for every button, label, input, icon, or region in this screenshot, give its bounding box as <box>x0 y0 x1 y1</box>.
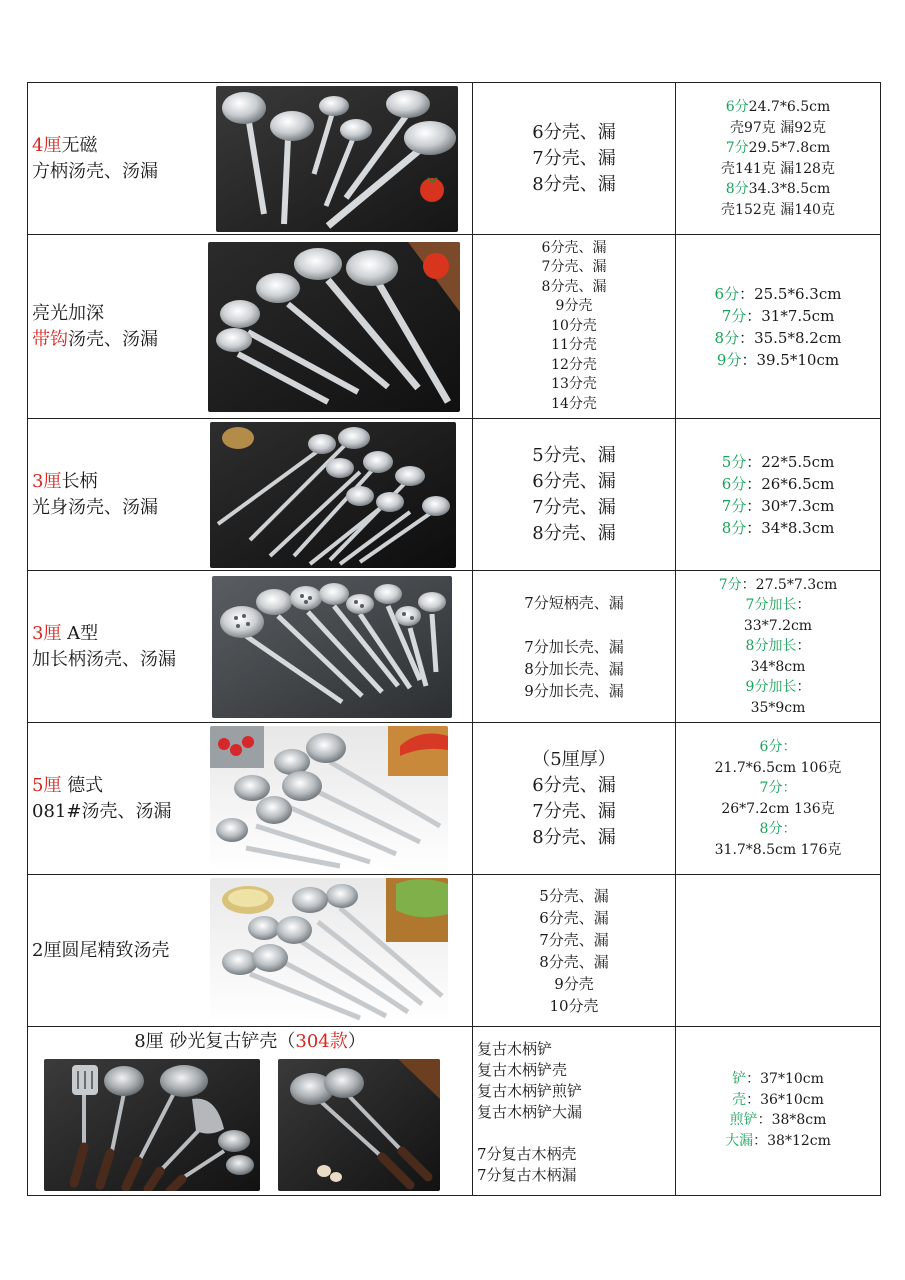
product-photo <box>210 422 456 568</box>
size-option: 10分壳 <box>551 317 597 334</box>
size-option: 9分加长壳、漏 <box>524 681 624 700</box>
product-photo <box>208 242 460 412</box>
size-option: （5厘厚） <box>532 748 616 770</box>
product-photo <box>210 878 448 1024</box>
size-option: 11分壳 <box>551 337 597 354</box>
spec-line: 7分29.5*7.8cm <box>725 140 831 156</box>
spec-line: 8分：34*8.3cm <box>721 518 835 537</box>
spec-line: 8分： <box>759 821 797 837</box>
size-option: 10分壳 <box>549 996 599 1015</box>
size-cell <box>473 723 676 875</box>
table-row <box>28 419 881 571</box>
spec-line: 21.7*6.5cm 106克 <box>714 759 842 776</box>
spec-line: 6分：25.5*6.3cm <box>714 284 842 303</box>
size-option: 9分壳 <box>555 298 593 315</box>
product-cell <box>28 571 473 723</box>
product-photo <box>210 726 448 872</box>
size-option: 7分壳、漏 <box>532 496 616 518</box>
size-cell <box>473 83 676 235</box>
product-cell <box>28 83 473 235</box>
size-option: 14分壳 <box>551 395 597 412</box>
spec-line: 31.7*8.5cm 176克 <box>714 841 842 858</box>
spec-line: 8分加长： <box>745 638 811 655</box>
spec-cell <box>676 419 881 571</box>
size-option: 8分壳、漏 <box>541 278 607 295</box>
spec-line: 壳97克 漏92克 <box>729 119 827 136</box>
product-cell <box>28 723 473 875</box>
spec-line: 7分： <box>759 780 797 796</box>
size-option: 9分壳 <box>554 974 594 993</box>
spec-line: 8分34.3*8.5cm <box>725 181 831 197</box>
spec-cell <box>676 235 881 419</box>
product-name: 8厘 砂光复古铲壳（304款） <box>134 1031 366 1052</box>
size-option: 7分短柄壳、漏 <box>524 593 624 612</box>
product-photo <box>278 1059 440 1191</box>
spec-line: 9分加长： <box>745 679 811 696</box>
product-cell <box>28 875 473 1027</box>
size-cell <box>473 419 676 571</box>
size-cell <box>473 235 676 419</box>
spec-line: 5分：22*5.5cm <box>721 452 835 471</box>
product-name: 2厘圆尾精致汤壳 <box>32 939 170 961</box>
product-name: 3厘长柄 光身汤壳、汤漏 <box>32 470 158 518</box>
size-option: 7分加长壳、漏 <box>524 637 624 656</box>
spec-line: 7分：27.5*7.3cm <box>718 576 838 593</box>
size-option: 7分壳、漏 <box>541 259 607 276</box>
size-option: 7分壳、漏 <box>532 800 616 822</box>
spec-cell <box>676 723 881 875</box>
size-option: 13分壳 <box>551 376 597 393</box>
table-row <box>28 723 881 875</box>
product-photo <box>212 576 452 718</box>
spec-line: 8分：35.5*8.2cm <box>714 328 842 347</box>
size-option: 复古木柄铲煎铲 <box>477 1082 583 1100</box>
spec-line: 33*7.2cm <box>743 617 813 634</box>
product-name: 3厘 A型 加长柄汤壳、汤漏 <box>32 622 176 670</box>
spec-line: 34*8cm <box>750 658 806 675</box>
spec-line: 26*7.2cm 136克 <box>721 800 835 817</box>
spec-line: 7分：30*7.3cm <box>721 496 835 515</box>
spec-line: 6分24.7*6.5cm <box>725 99 831 115</box>
size-option: 7分复古木柄壳 <box>477 1145 577 1163</box>
product-cell <box>28 1027 473 1196</box>
size-option: 12分壳 <box>551 356 597 373</box>
spec-line: 35*9cm <box>750 699 806 716</box>
size-option: 5分壳、漏 <box>539 886 609 905</box>
spec-line: 煎铲：38*8cm <box>729 1112 827 1128</box>
size-cell <box>473 571 676 723</box>
spec-cell <box>676 83 881 235</box>
size-option: 7分壳、漏 <box>532 147 616 169</box>
size-option: 6分壳、漏 <box>532 774 616 796</box>
size-option: 复古木柄铲 <box>477 1040 553 1058</box>
spec-cell <box>676 571 881 723</box>
spec-line: 壳152克 漏140克 <box>721 201 835 218</box>
size-option: 6分壳、漏 <box>539 908 609 927</box>
spec-line: 9分：39.5*10cm <box>716 350 840 369</box>
size-option: 5分壳、漏 <box>532 444 616 466</box>
spec-line: 壳：36*10cm <box>732 1091 824 1108</box>
size-option: 8分加长壳、漏 <box>524 659 624 678</box>
size-cell <box>473 875 676 1027</box>
spec-line: 6分：26*6.5cm <box>721 474 835 493</box>
product-cell <box>28 419 473 571</box>
size-option: 复古木柄铲大漏 <box>477 1103 583 1121</box>
size-option: 8分壳、漏 <box>532 522 616 544</box>
size-option: 8分壳、漏 <box>532 826 616 848</box>
size-option: 复古木柄铲壳 <box>477 1061 568 1079</box>
size-option: 6分壳、漏 <box>532 470 616 492</box>
spec-cell <box>676 875 881 1027</box>
size-option: 6分壳、漏 <box>541 239 607 256</box>
size-option: 7分复古木柄漏 <box>477 1166 577 1184</box>
table-row <box>28 1027 881 1196</box>
size-option: 8分壳、漏 <box>539 952 609 971</box>
spec-line: 7分加长： <box>745 597 811 614</box>
spec-line: 6分： <box>759 739 797 755</box>
product-catalog-table <box>27 82 881 1196</box>
table-row <box>28 235 881 419</box>
spec-cell <box>676 1027 881 1196</box>
product-name: 4厘无磁 方柄汤壳、汤漏 <box>32 134 158 182</box>
table-row <box>28 83 881 235</box>
product-name: 5厘 德式 081#汤壳、汤漏 <box>32 774 172 822</box>
spec-line: 7分：31*7.5cm <box>721 306 835 325</box>
size-option: 8分壳、漏 <box>532 173 616 195</box>
product-photo <box>44 1059 260 1191</box>
table-row <box>28 571 881 723</box>
table-row <box>28 875 881 1027</box>
product-photo <box>216 86 458 232</box>
product-cell <box>28 235 473 419</box>
size-option: 6分壳、漏 <box>532 121 616 143</box>
size-cell <box>473 1027 676 1196</box>
spec-line: 大漏：38*12cm <box>725 1132 831 1149</box>
spec-line: 铲：37*10cm <box>732 1071 824 1087</box>
size-option: 7分壳、漏 <box>539 930 609 949</box>
product-name: 亮光加深 带钩汤壳、汤漏 <box>32 302 158 350</box>
spec-line: 壳141克 漏128克 <box>721 160 835 177</box>
